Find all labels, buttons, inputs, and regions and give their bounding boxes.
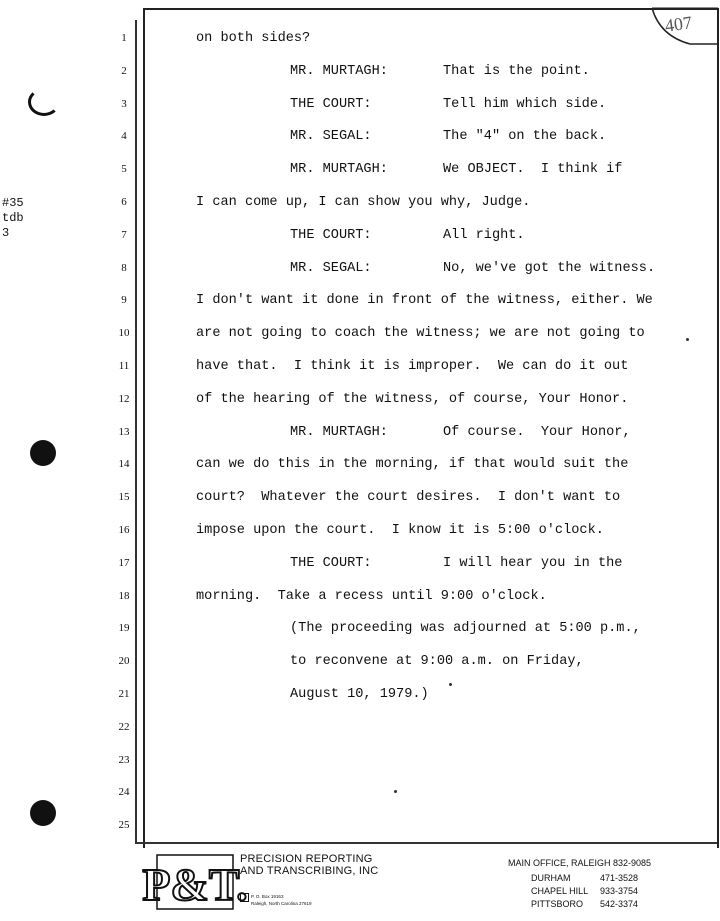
company-name-line2: AND TRANSCRIBING, INC (240, 865, 379, 877)
transcript-frame (143, 8, 719, 848)
speck (449, 683, 452, 686)
office-phone: 933-3754 (600, 886, 639, 896)
speech-text: We OBJECT. I think if (443, 162, 623, 178)
transcript-line: morning. Take a recess until 9:00 o'clock. (196, 588, 547, 604)
margin-note-line: tdb (2, 211, 24, 225)
speech-text: That is the point. (443, 63, 590, 79)
transcript-line: on both sides? (196, 31, 311, 46)
margin-note-line: #35 (2, 196, 24, 210)
line-number: 15 (118, 491, 130, 504)
line-number: 21 (118, 688, 130, 700)
line-number: 16 (118, 524, 130, 536)
transcript-line: court? Whatever the court desires. I don't want to (196, 490, 621, 506)
line-number: 14 (118, 458, 130, 471)
speech-text: Of course. Your Honor, (443, 424, 631, 440)
line-number: 11 (118, 360, 130, 372)
speaker-label: MR. MURTAGH: (290, 162, 388, 178)
speck (394, 790, 397, 793)
line-number: 24 (118, 786, 130, 799)
speech-text: All right. (443, 227, 525, 243)
office-city: PITTSBORO (531, 899, 584, 909)
line-number: 22 (118, 720, 130, 733)
margin-note (2, 196, 24, 241)
line-number: 12 (118, 392, 130, 405)
line-number: 4 (121, 130, 127, 143)
office-city: DURHAM (531, 873, 571, 883)
logo-lettering: P&T. (142, 859, 248, 910)
transcript-line: have that. I think it is improper. We can do it out (196, 359, 629, 374)
transcript-line: can we do this in the morning, if that would suit the (196, 457, 629, 473)
transcript-line: August 10, 1979.) (290, 687, 429, 702)
office-city: CHAPEL HILL (531, 886, 589, 896)
logo-box-mark (240, 893, 249, 902)
speck (686, 338, 689, 341)
speaker-label: MR. MURTAGH: (290, 63, 388, 79)
transcript-line: are not going to coach the witness; we are not going to (196, 326, 645, 342)
line-number: 7 (121, 228, 127, 241)
line-number: 2 (121, 64, 127, 77)
office-phone: 542-3374 (600, 899, 639, 909)
company-logo (142, 854, 248, 910)
speaker-label: MR. SEGAL: (290, 260, 372, 276)
speaker-label: MR. SEGAL: (290, 129, 372, 145)
transcript-line: of the hearing of the witness, of course, Your Honor. (196, 391, 629, 407)
margin-note-line: 3 (2, 226, 10, 240)
line-number: 8 (121, 261, 127, 274)
line-number: 9 (121, 294, 127, 307)
speaker-label: MR. MURTAGH: (290, 424, 388, 440)
line-number: 23 (118, 753, 130, 766)
punch-hole-mark (28, 88, 60, 116)
line-number: 6 (121, 196, 127, 208)
line-number: 19 (118, 622, 130, 635)
speaker-label: THE COURT: (290, 555, 372, 571)
speaker-label: THE COURT: (290, 96, 372, 112)
line-number: 10 (118, 327, 130, 340)
address-line2: Raleigh, North Carolina 27619 (251, 901, 312, 906)
line-number: 5 (121, 163, 127, 176)
main-office: MAIN OFFICE, RALEIGH 832-9085 (508, 858, 652, 868)
transcript-line: impose upon the court. I know it is 5:00 o'clock. (196, 523, 604, 538)
line-number: 25 (118, 819, 130, 832)
line-number: 18 (118, 589, 130, 602)
page-number-stamp: 407 (663, 12, 694, 36)
bottom-margin-rule (135, 842, 717, 844)
transcript-line: I don't want it done in front of the witness, either. We (196, 293, 653, 309)
line-number: 3 (121, 97, 127, 110)
line-number: 1 (121, 32, 127, 44)
transcript-line: to reconvene at 9:00 a.m. on Friday, (290, 654, 584, 670)
speech-text: No, we've got the witness. (443, 260, 656, 276)
transcript-line: I can come up, I can show you why, Judge. (196, 195, 531, 210)
speech-text: The "4" on the back. (443, 129, 607, 145)
speech-text: I will hear you in the (443, 555, 623, 571)
office-phone: 471-3528 (600, 873, 639, 883)
line-number: 20 (118, 655, 130, 668)
company-name-line1: PRECISION REPORTING (240, 853, 373, 865)
punch-hole (30, 440, 56, 466)
line-number: 13 (118, 425, 130, 438)
speaker-label: THE COURT: (290, 227, 372, 243)
address-line1: P. O. Box 19163 (251, 894, 284, 899)
speech-text: Tell him which side. (443, 96, 607, 112)
transcript-line: (The proceeding was adjourned at 5:00 p.m., (290, 621, 641, 637)
punch-hole (30, 800, 56, 826)
line-number: 17 (118, 556, 130, 569)
